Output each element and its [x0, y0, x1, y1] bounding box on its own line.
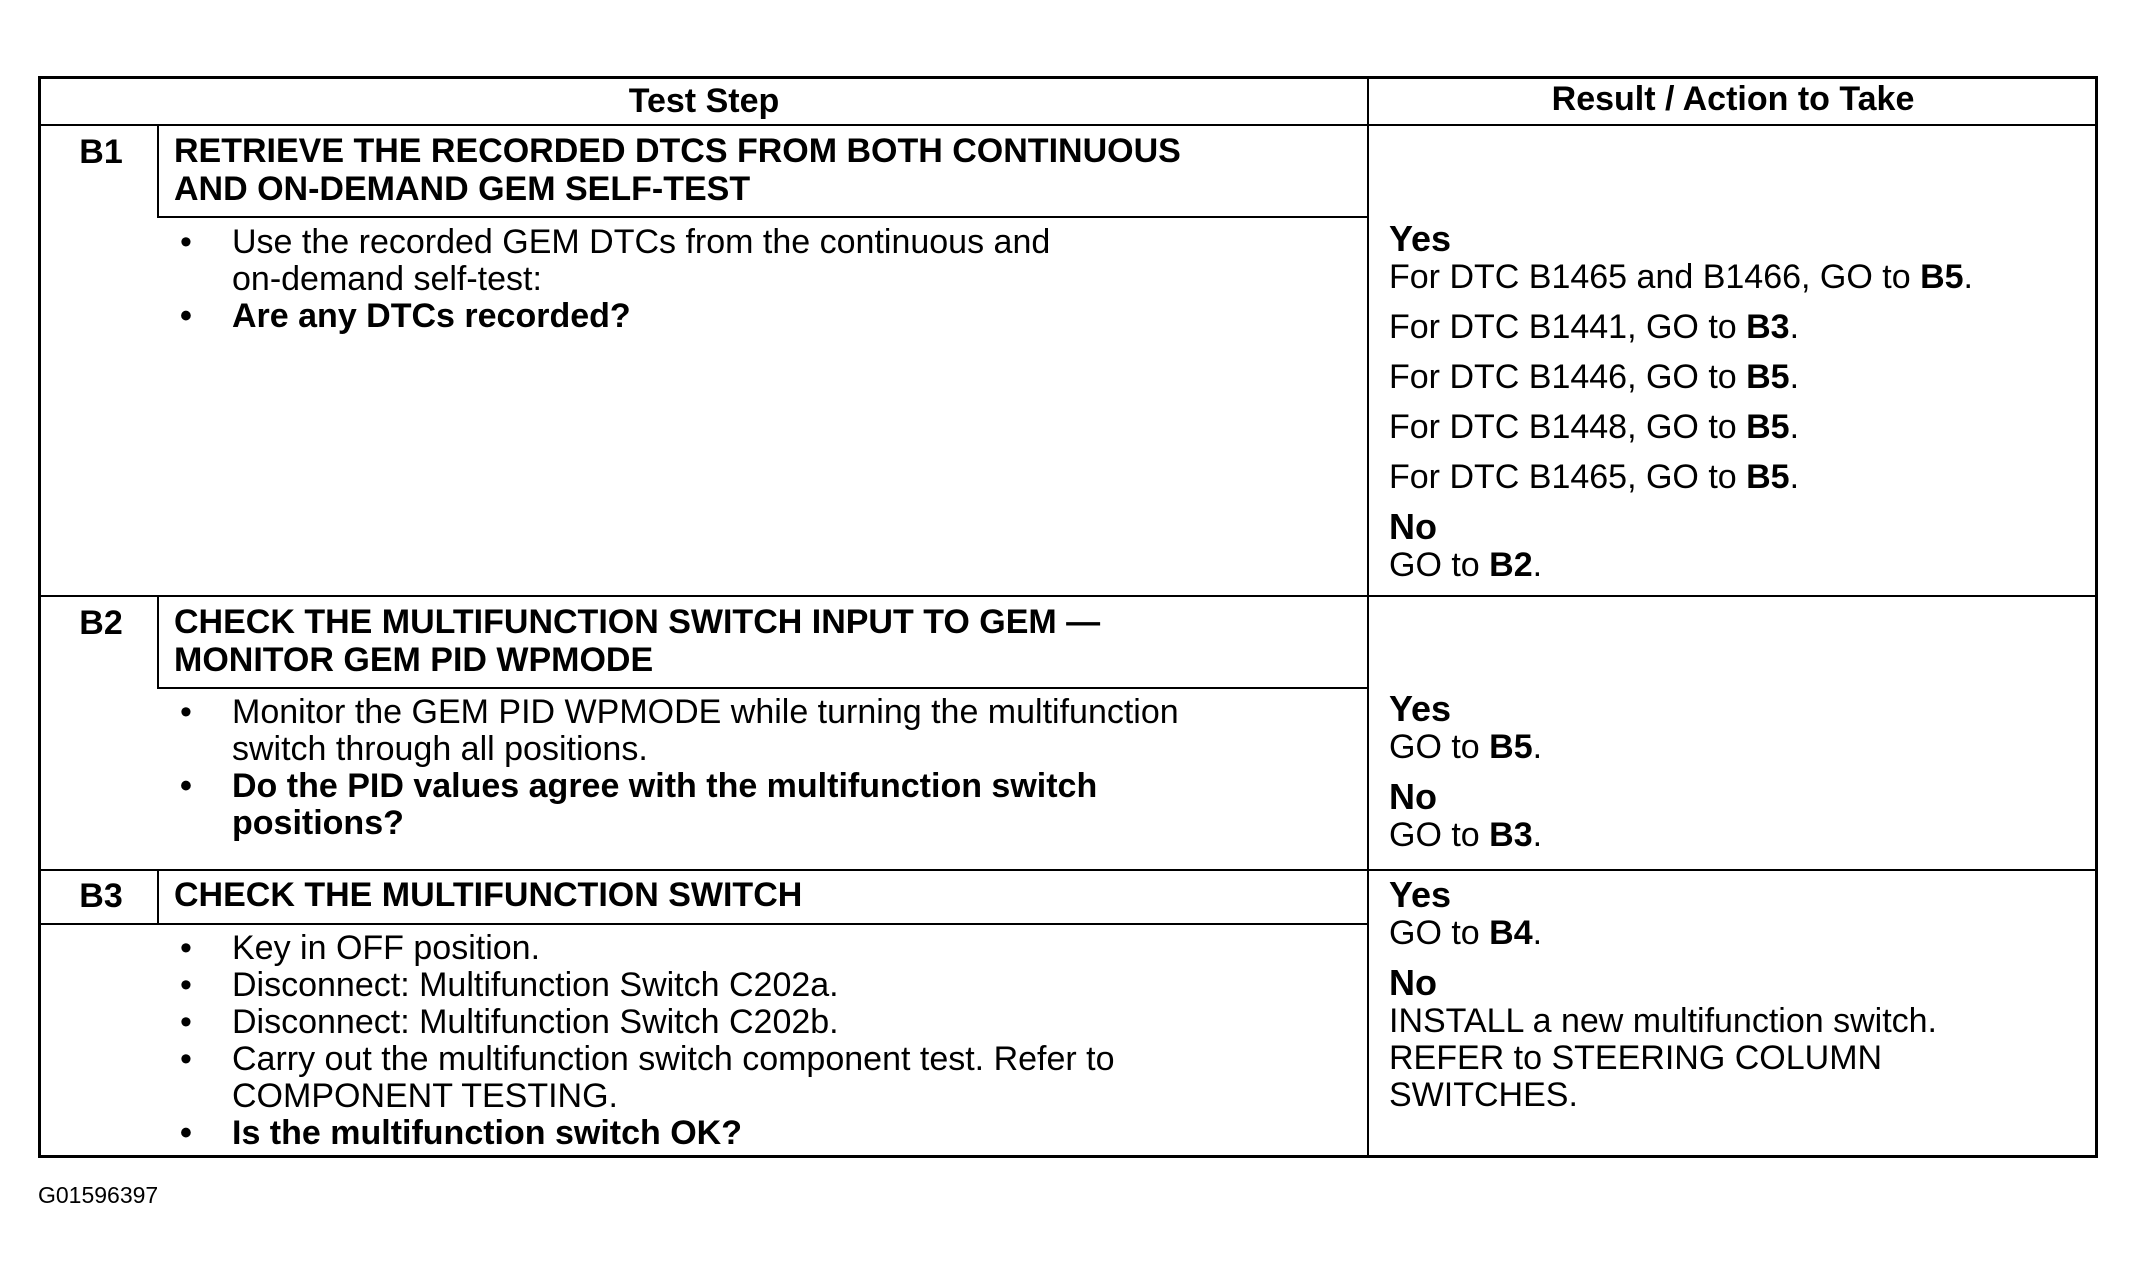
result-action: For DTC B1448, GO to B5. — [1389, 408, 1800, 446]
step-b3-instructions — [174, 930, 1354, 1152]
header-test-step: Test Step — [628, 82, 780, 120]
no-label: No — [1389, 776, 1437, 817]
result-action: For DTC B1446, GO to B5. — [1389, 358, 1800, 396]
list-item: • Disconnect: Multifunction Switch C202b. — [174, 1004, 1354, 1041]
step-b2-instructions — [174, 694, 1354, 842]
result-b1 — [1389, 219, 1973, 584]
b2-title-divider — [157, 687, 1367, 689]
step-b1-instructions — [174, 224, 1354, 335]
list-item: • Monitor the GEM PID WPMODE while turning the multifunction switch through all positions. — [174, 694, 1354, 768]
yes-label: Yes — [1389, 688, 1452, 729]
step-title-b2: CHECK THE MULTIFUNCTION SWITCH INPUT TO GEM — MONITOR GEM PID WPMODE — [174, 603, 1101, 679]
list-item: • Key in OFF position. — [174, 930, 1354, 967]
no-label: No — [1389, 962, 1437, 1003]
yes-label: Yes — [1389, 874, 1452, 915]
result-action: GO to B2. — [1389, 546, 1543, 584]
list-item-question: • Are any DTCs recorded? — [174, 298, 1354, 335]
result-text: SWITCHES. — [1389, 1076, 1578, 1114]
result-action: For DTC B1441, GO to B3. — [1389, 308, 1800, 346]
b2-row-divider — [41, 869, 2095, 871]
no-label: No — [1389, 506, 1437, 547]
list-item-question: • Do the PID values agree with the multifunction switch positions? — [174, 768, 1354, 842]
result-action: For DTC B1465, GO to B5. — [1389, 458, 1800, 496]
list-item: • Disconnect: Multifunction Switch C202a. — [174, 967, 1354, 1004]
list-item: • Use the recorded GEM DTCs from the continuous and on-demand self-test: — [174, 224, 1354, 298]
result-action: GO to B3. — [1389, 816, 1543, 854]
result-action: For DTC B1465 and B1466, GO to B5. — [1389, 258, 1973, 296]
b1-row-divider — [41, 595, 2095, 597]
result-b3 — [1389, 875, 1937, 1114]
list-item-question: • Is the multifunction switch OK? — [174, 1115, 1354, 1152]
step-id-b1: B1 — [79, 133, 123, 171]
result-action: GO to B4. — [1389, 914, 1543, 952]
b3-title-divider — [41, 923, 1367, 925]
step-id-b2: B2 — [79, 604, 123, 642]
b1-title-divider — [157, 216, 1367, 218]
header-result-action: Result / Action to Take — [1551, 80, 1915, 118]
header-divider — [41, 124, 2095, 126]
step-title-b3: CHECK THE MULTIFUNCTION SWITCH — [174, 876, 803, 914]
result-action: GO to B5. — [1389, 728, 1543, 766]
diagnostic-test-table — [38, 76, 2098, 1158]
result-text: REFER to STEERING COLUMN — [1389, 1039, 1883, 1077]
result-b2 — [1389, 689, 1542, 854]
step-title-b1: RETRIEVE THE RECORDED DTCS FROM BOTH CONTINUOUS AND ON-DEMAND GEM SELF-TEST — [174, 132, 1181, 208]
yes-label: Yes — [1389, 218, 1452, 259]
column-divider — [1367, 79, 1369, 1155]
figure-id: G01596397 — [38, 1182, 159, 1208]
list-item: • Carry out the multifunction switch component test. Refer to COMPONENT TESTING. — [174, 1041, 1354, 1115]
result-text: INSTALL a new multifunction switch. — [1389, 1002, 1938, 1040]
step-id-b3: B3 — [79, 877, 123, 915]
